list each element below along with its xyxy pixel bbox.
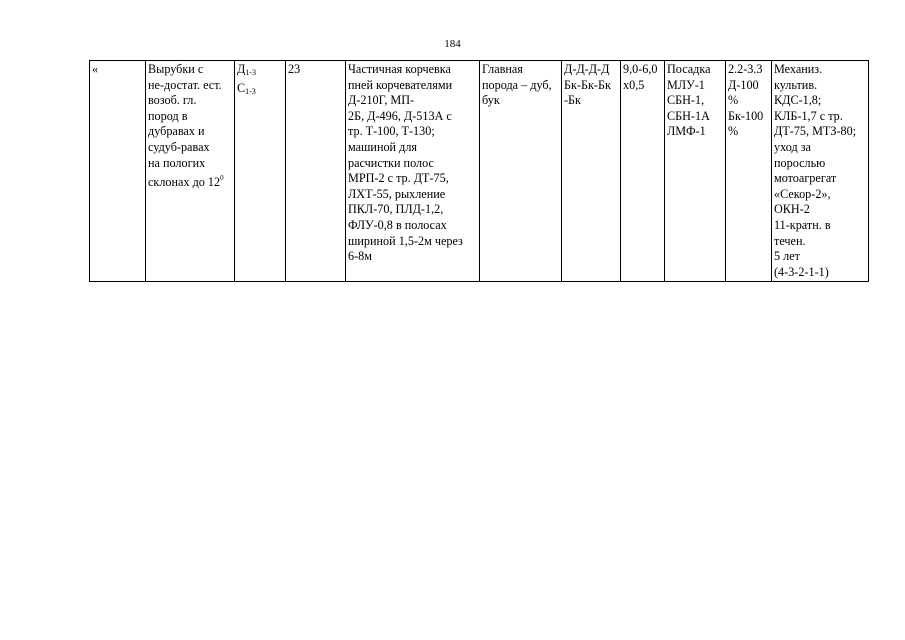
cell-mixing-scheme: Д-Д-Д-Д Бк-Бк-Бк -Бк: [562, 61, 621, 282]
cell-soil-preparation: Частичная корчевка пней корчевателями Д-210Г, МП- 2Б, Д-496, Д-513А с тр. Т-100, Т-130; машиной для расчистки полос МРП-2 с тр. ДТ-75, ЛХТ-55, рыхление ПКЛ-70, ПЛД-1,2, ФЛУ-0,8 в полосах шириной 1,5-2м через 6-8м: [346, 61, 480, 282]
cell-forest-type: [235, 61, 286, 282]
cell-category: [146, 61, 235, 282]
cell-category-text: Вырубки с не-достат. ест. возоб. гл. пород в дубравах и судуб-равах на пологих склонах до 12: [148, 62, 222, 190]
degree-superscript: 0: [220, 174, 224, 183]
forest-type-1-sub: 1-3: [245, 68, 256, 77]
table-row: [90, 61, 869, 282]
cell-mark: «: [90, 61, 146, 282]
forest-type-line-1: [237, 62, 284, 81]
page-number: 184: [444, 38, 461, 50]
forest-type-1-main: Д: [237, 62, 246, 76]
forest-type-2-sub: 1-3: [245, 86, 256, 96]
cell-main-species: Главная порода – дуб, бук: [480, 61, 562, 282]
forest-type-line-2: [237, 81, 284, 100]
cell-planting-method: Посадка МЛУ-1 СБН-1, СБН-1А ЛМФ-1: [665, 61, 726, 282]
forest-type-2-main: С: [237, 80, 246, 95]
cell-density: 2.2-3.3 Д-100 % Бк-100 %: [726, 61, 772, 282]
cell-tending: Механиз. культив. КДС-1,8; КЛБ-1,7 с тр. ДТ-75, МТЗ-80; уход за порослью мотоагрегат «Секор-2», ОКН-2 11-кратн. в течен. 5 лет (4-3-2-1-1): [772, 61, 869, 282]
cell-spacing: 9,0-6,0 х0,5: [621, 61, 665, 282]
data-table: [89, 60, 869, 282]
cell-number: 23: [286, 61, 346, 282]
